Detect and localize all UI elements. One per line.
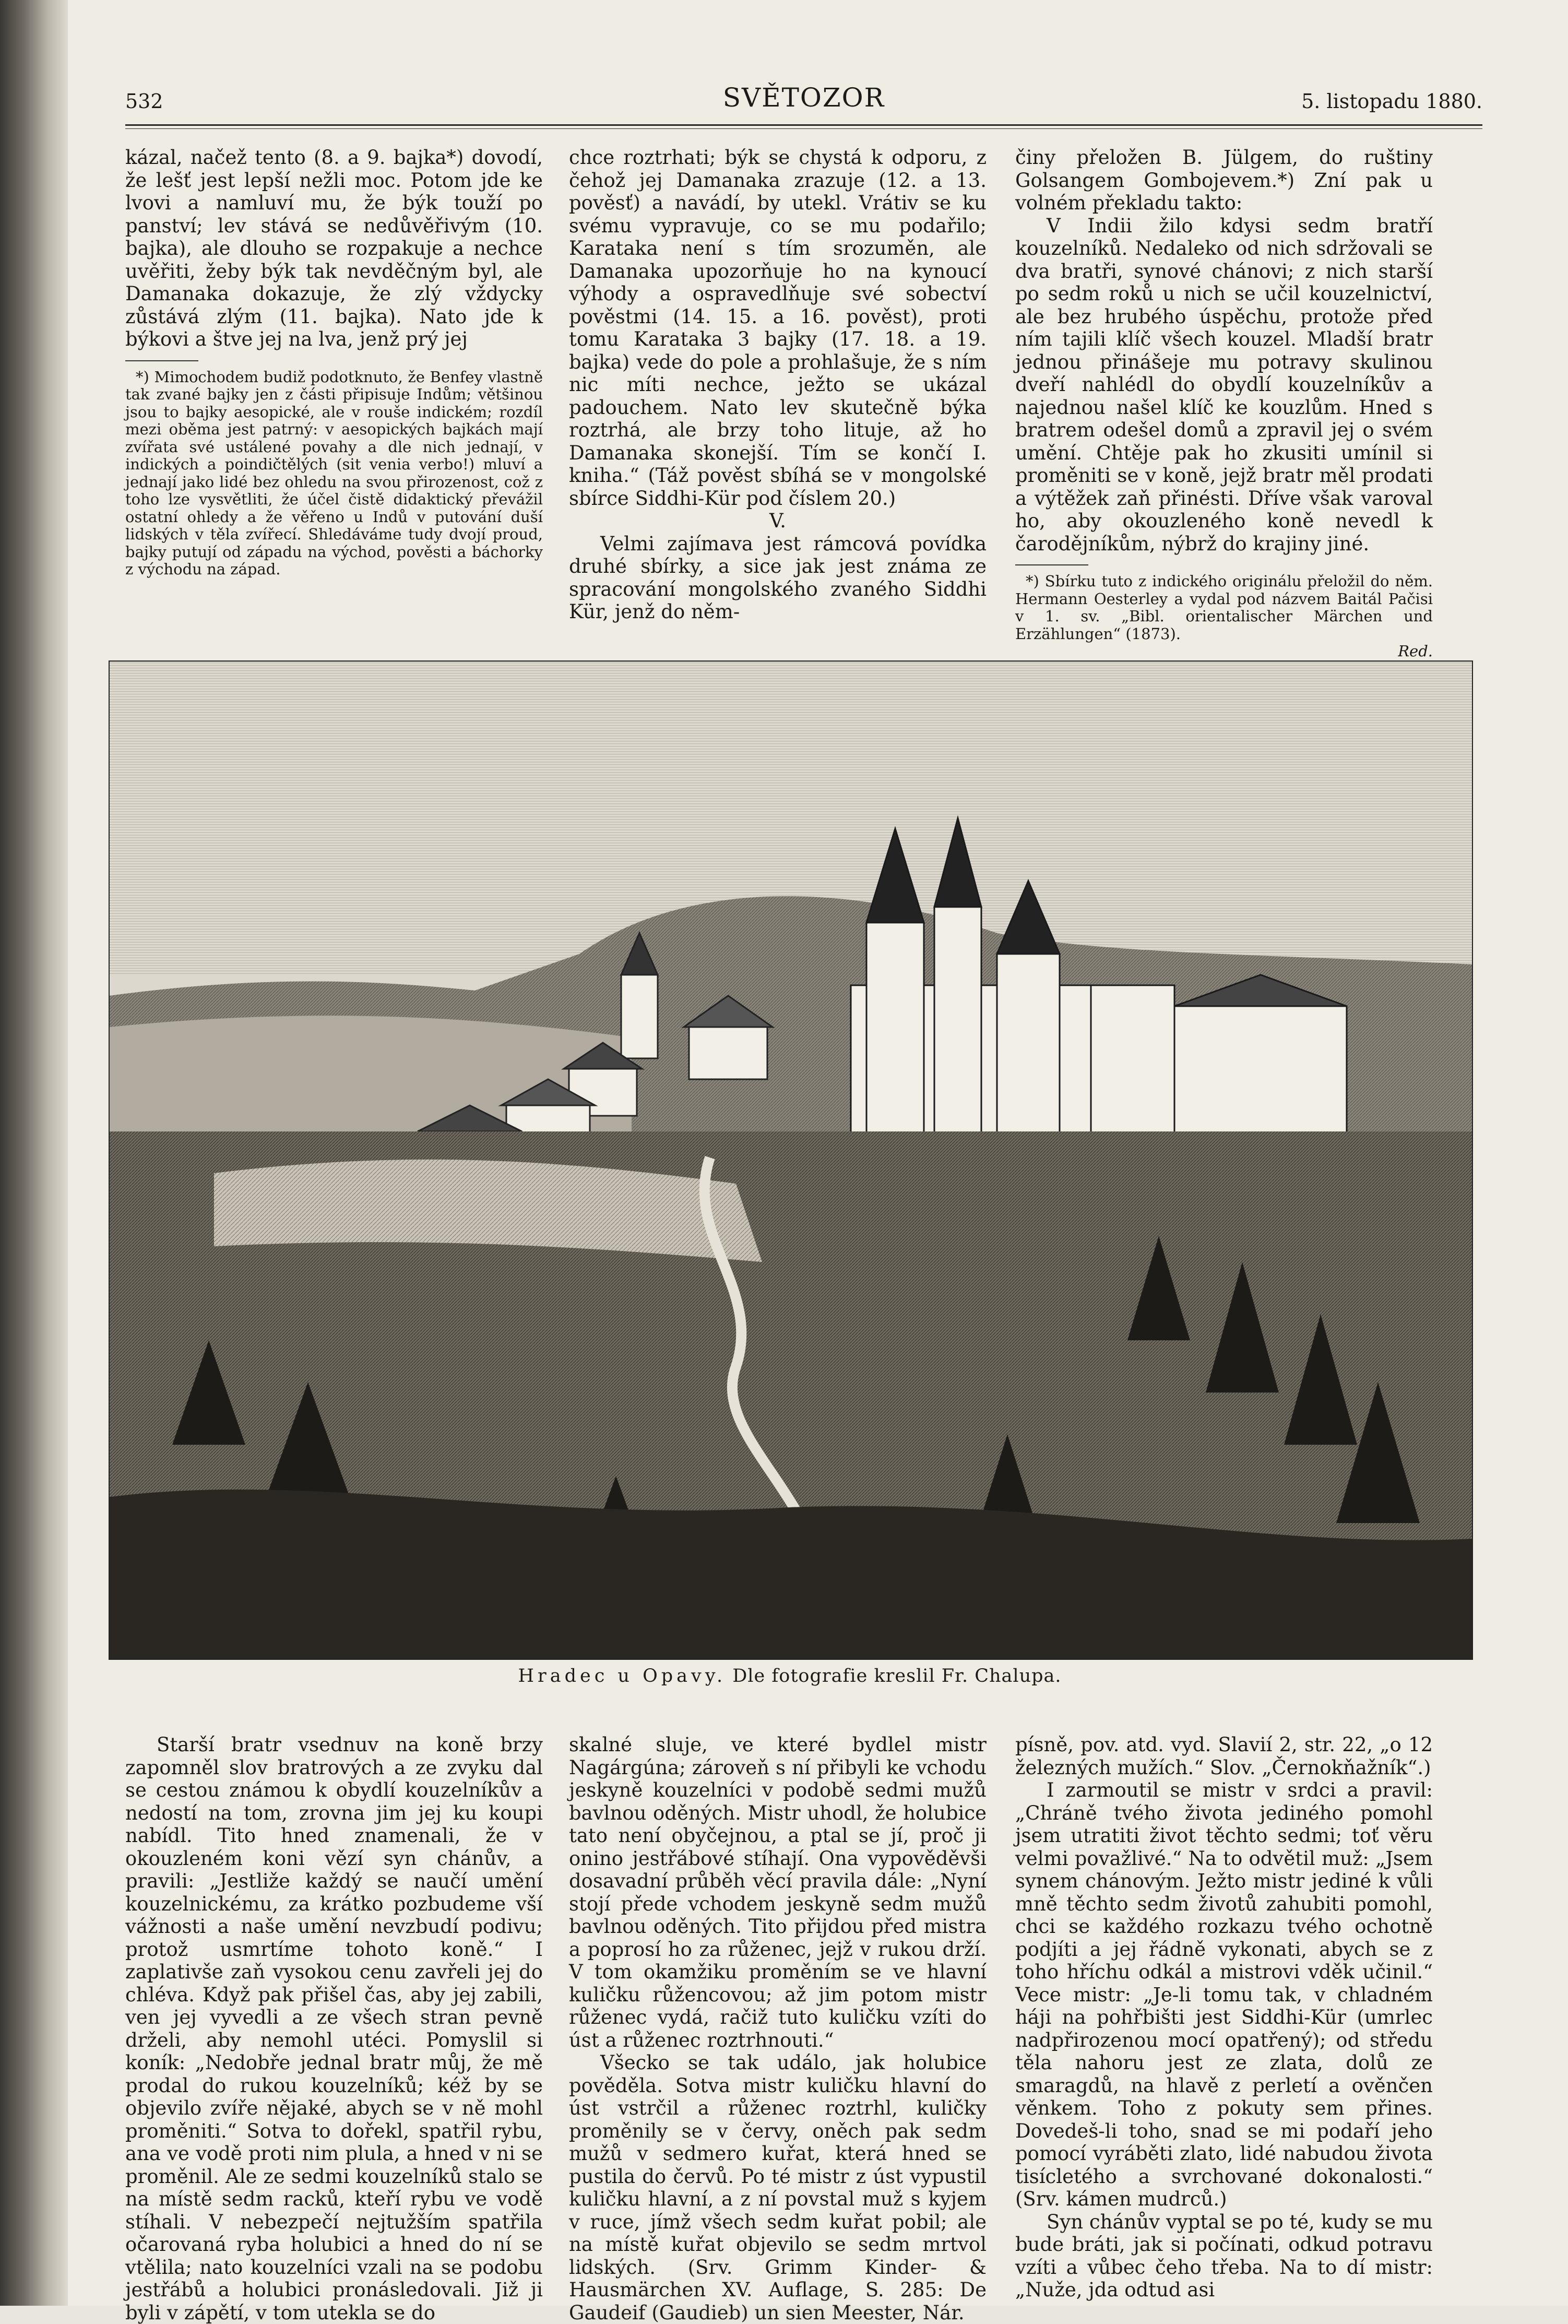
footnote-rule [1015,564,1088,565]
illustration-caption [109,1666,1471,1686]
footnote-rule [125,360,198,361]
footnote: *) Sbírku tuto z indického originálu přeložil do něm. Hermann Oesterley a vydal pod názvem Baitál Pačisi v 1. sv. „Bibl. orientalischer Märchen und Erzählungen“ (1873). [1015,572,1433,643]
page-header [125,82,1482,126]
paragraph: Všecko se tak událo, jak holubice pověděla. Sotva mistr kuličku hlavní do úst vstrčil a růženec roztrhl, kuličky proměnily se v červy, oněch pak sedm mužů v sedmero kuřat, která hned se pustila do červů. Po té mistr z úst vypustil kuličku hlavní, a z ní povstal muž s kyjem v ruce, jímž všech sedm kuřat pobil; ale na místě kuřat objevilo se sedm mrtvol lidských. (Srv. Grimm Kinder- & Hausmärchen XV. Auflage, S. 285: De Gaudeif (Gaudieb) un sien Meester, Nár. [569,2051,987,2324]
bottom-column-2 [569,1733,987,2324]
paragraph: Syn chánův vyptal se po té, kudy se mu bude bráti, jak si počínati, odkud potravu vzíti a vůbec čeho třeba. Na to dí mistr: „Nuže, jda odtud asi [1015,2210,1433,2301]
paragraph: činy přeložen B. Jülgem, do ruštiny Golsangem Gombojevem.*) Zní pak u volném překladu takto: [1015,146,1433,214]
paragraph: kázal, načež tento (8. a 9. bajka*) dovodí, že lešť jest lepší nežli moc. Potom jde ke lvovi a namluví mu, že býk touží po panství; lev stává se nedůvěřivým (10. bajka), ale dlouho se rozpakuje a nechce uvěřiti, žeby býk tak nevděčným byl, ale Damanaka dokazuje, že zlý vždycky zůstává zlým (11. bajka). Nato jde k býkovi a štve jej na lva, jenž prý jej [125,146,543,350]
section-heading: V. [769,510,786,532]
castle-landscape-illustration [110,662,1472,1659]
landscape-engraving [109,660,1473,1660]
paragraph: chce roztrhati; býk se chystá k odporu, z čehož jej Damanaka zrazuje (12. a 13. pověsť) a navádí, by utekl. Vrátiv se ku svému vypravuje, co se mu podařilo; Karataka není s tím srozuměn, ale Damanaka upozorňuje ho na kynoucí výhody a ospravedlňuje své sobectví pověstmi (14. 15. a 16. pověst), proti tomu Karataka 3 bajky (17. 18. a 19. bajka) vede do pole a prohlašuje, že s ním nic míti nechce, ježto se ukázal padouchem. Nato lev skutečně býka roztrhá, ale brzy toho lituje, až ho Damanaka skonejší. Tím se končí I. kniha.“ (Táž pověst sbíhá se v mongolské sbírce Siddhi-Kür pod číslem 20.) [569,146,987,510]
top-column-1 [125,146,543,579]
caption-credit: Dle fotografie kreslil Fr. Chalupa. [732,1666,1062,1686]
journal-title: SVĚTOZOR [722,82,885,113]
top-column-2 [569,146,987,623]
book-binding-edge [0,0,68,2306]
editor-signature: Red. [1398,642,1433,660]
bottom-column-1 [125,1733,543,2324]
top-column-3 [1015,146,1433,660]
paragraph: V Indii žilo kdysi sedm bratří kouzelníků. Nedaleko od nich sdržovali se dva bratři, synové chánovi; z nich starší po sedm roků u nich se učil kouzelnictví, ale bez hrubého úspěchu, protože před ním tajili klíč všech kouzel. Mladší bratr jednou přinášeje mu potravy skulinou dveří nahlédl do obydlí kouzelníkův a najednou našel klíč ke kouzlům. Hned s bratrem odešel domů a zpravil jej o svém umění. Chtěje pak ho zkusiti umínil si proměniti se v koně, jejž bratr měl prodati a výtěžek zaň přinésti. Dříve však varoval ho, aby okouzleného koně nevedl k čarodějníkům, nýbrž do krajiny jiné. [1015,214,1433,555]
header-rule [125,124,1482,126]
issue-date: 5. listopadu 1880. [1301,90,1482,113]
bottom-column-3 [1015,1733,1433,2302]
page-number: 532 [125,90,163,113]
paragraph: skalné sluje, ve které bydlel mistr Nagárgúna; zároveň s ní přibyli ke vchodu jeskyně kouzelníci v podobě sedmi mužů bavlnou oděných. Mistr uhodl, že holubice tato není obyčejnou, a ptal se jí, proč ji onino jestřábové stíhají. Ona vypověděvši dosavadní průběh věcí pravila dále: „Nyní stojí přede vchodem jeskyně sedm mužů bavlnou oděných. Tito přijdou před mistra a poprosí ho za růženec, jejž v rukou drží. V tom okamžiku proměním se ve hlavní kuličku růžencovou; až jim potom mistr růženec vydá, račiž tuto kuličku vzíti do úst a růženec roztrhnouti.“ [569,1733,987,2051]
newspaper-page [68,0,1568,2324]
paragraph: I zarmoutil se mistr v srdci a pravil: „Chráně tvého života jediného pomohl jsem utratiti život těchto sedmi; toť věru velmi považlivé.“ Na to odvětil muž: „Jsem synem chánovým. Ježto mistr jediné k vůli mně těchto sedm životů zahubiti pomohl, chci se každého rozkazu tvého ochotně podjíti a jej řádně vykonati, abych se z toho hříchu odkál a mistrovi vděk učinil.“ Vece mistr: „Je-li tomu tak, v chladném háji na pohřbišti jest Siddhi-Kür (umrlec nadpřirozenou mocí opatřený); od středu těla nahoru jest ze zlata, dolů ze smaragdů, na hlavě z perletí a ověnčen věnkem. Toho z pokuty sem přines. Dovedeš-li toho, snad se mi podaří jeho pomocí vyráběti zlato, lidé nabudou života tisícletého a svrchované dokonalosti.“ (Srv. kámen mudrců.) [1015,1779,1433,2210]
caption-place: Hradec u Opavy. [518,1666,727,1686]
paragraph: Velmi zajímava jest rámcová povídka druhé sbírky, a sice jak jest známa ze spracování mongolského zvaného Siddhi Kür, jenž do něm- [569,532,987,623]
header-rule-thin [125,128,1482,129]
paragraph: Starší bratr vsednuv na koně brzy zapomněl slov bratrových a ze zvyku dal se cestou známou k obydlí kouzelníkův a nedostí na tom, zrovna jim jej ku koupi nabídl. Tito hned znamenali, že v okouzleném koni vězí syn chánův, a pravili: „Jestliže každý se naučí umění kouzelnickému, za krátko pozbudeme vší vážnosti a naše umění nevzbudí podivu; protož usmrtíme tohoto koně.“ I zaplativše zaň vysokou cenu zavřeli jej do chléva. Když pak přišel čas, aby jej zabili, ven jej vyvedli a ze všech stran pevně drželi, aby nemohl utéci. Pomyslil si koník: „Nedobře jednal bratr můj, že mě prodal do rukou kouzelníků; kéž by se objevilo zvíře nějaké, abych se v ně mohl proměniti.“ Sotva to dořekl, spatřil rybu, ana ve vodě proti nim plula, a hned v ni se proměnil. Ale ze sedmi kouzelníků stalo se na místě sedm racků, kteří rybu ve vodě stíhali. V nebezpečí nejtužším spatřila očarovaná ryba holubici a hned do ní se vtělila; nato kouzelníci vzali na se podobu jestřábů a holubici pronásledovali. Již ji byli v zápětí, v tom utekla se do [125,1733,543,2324]
paragraph: písně, pov. atd. vyd. Slavií 2, str. 22, „o 12 železných mužích.“ Slov. „Černokňažník“.) [1015,1733,1433,1779]
footnote: *) Mimochodem budiž podotknuto, že Benfey vlastně tak zvané bajky jen z části připisuje Indům; většinou jsou to bajky aesopické, ale v rouše indickém; rozdíl mezi oběma jest patrný: v aesopických bajkách mají zvířata své ustálené povahy a dle nich jednají, v indických a poindičtělých (sit venia verbo!) mluví a jednají jako lidé bez ohledu na svou přirozenost, což z toho lze vysvětliti, že účel čistě didaktický převážil ostatní ohledy a že věřeno u Indů v putování duší lidských v těla zvířecí. Shledáváme tudy dvojí proud, bajky putují od západu na východ, pověsti a báchorky z východu na západ. [125,368,543,578]
